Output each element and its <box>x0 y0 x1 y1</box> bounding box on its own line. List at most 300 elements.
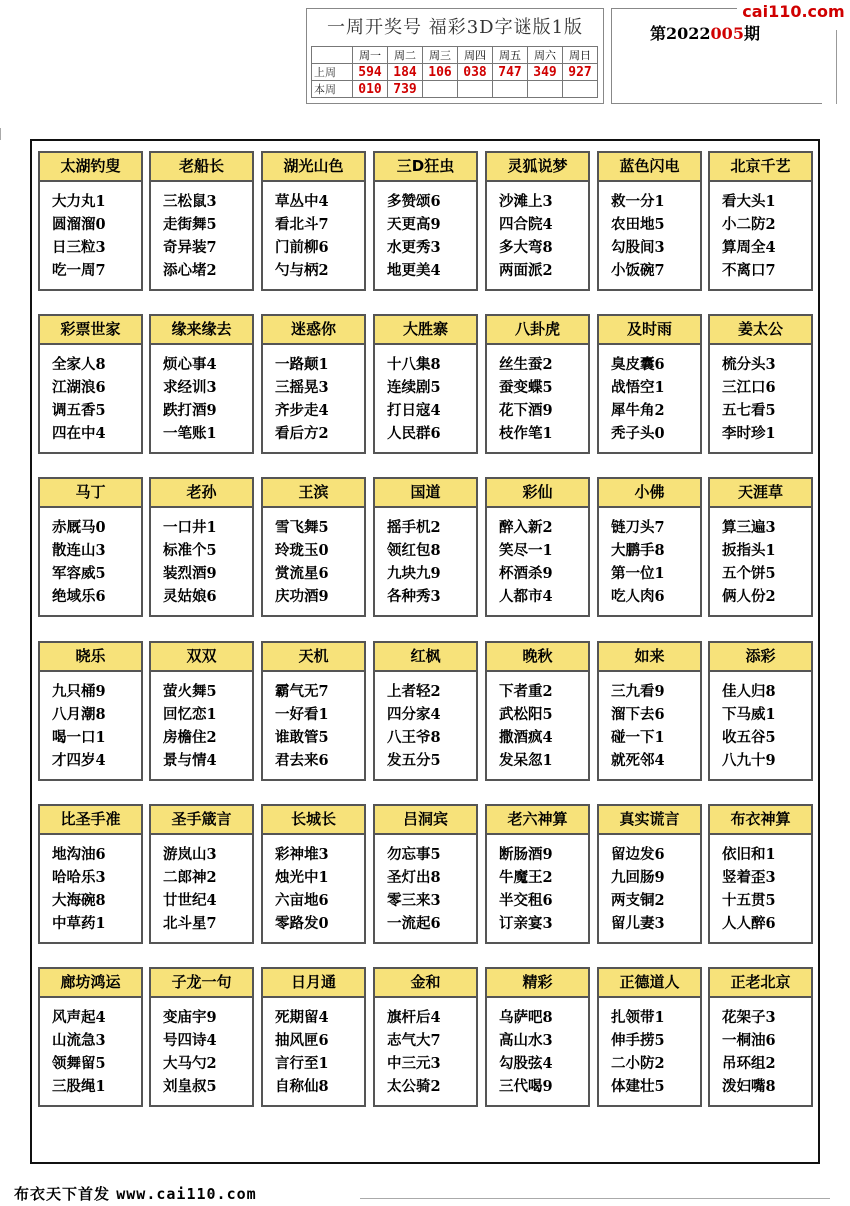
result-number: 010 <box>353 81 388 98</box>
riddle-line: 勺与柄2 <box>275 262 329 279</box>
riddle-card <box>38 151 143 291</box>
card-body <box>151 998 252 1098</box>
riddle-line: 体建壮5 <box>611 1078 665 1095</box>
riddle-line: 谁敢管5 <box>275 729 329 746</box>
riddle-card <box>708 151 813 291</box>
riddle-line: 沙滩上3 <box>499 193 553 210</box>
card-body <box>151 835 252 935</box>
riddle-line: 三代喝9 <box>499 1078 553 1095</box>
riddle-card <box>373 804 478 944</box>
riddle-line: 大鹏手8 <box>611 542 665 559</box>
riddle-line: 彩神堆3 <box>275 846 329 863</box>
result-number: 594 <box>353 64 388 81</box>
riddle-line: 各种秀3 <box>387 588 441 605</box>
card-body <box>487 998 588 1098</box>
riddle-line: 雪飞舞5 <box>275 519 329 536</box>
card-author: 布衣神算 <box>710 806 811 835</box>
day-label: 周六 <box>528 47 563 64</box>
riddle-line: 十八集8 <box>387 356 441 373</box>
card-body <box>710 998 811 1098</box>
riddle-line: 君去来6 <box>275 752 329 769</box>
riddle-line: 八王爷8 <box>387 729 441 746</box>
riddle-line: 泼妇嘴8 <box>722 1078 776 1095</box>
riddle-line: 大力丸1 <box>52 193 106 210</box>
riddle-line: 上者轻2 <box>387 683 441 700</box>
card-author: 圣手箴言 <box>151 806 252 835</box>
riddle-line: 花下酒9 <box>499 402 553 419</box>
card-author: 真实谎言 <box>599 806 700 835</box>
riddle-line: 就死邻4 <box>611 752 665 769</box>
riddle-card <box>485 967 590 1107</box>
riddle-line: 言行至1 <box>275 1055 329 1072</box>
riddle-card <box>149 967 254 1107</box>
card-author: 吕洞宾 <box>375 806 476 835</box>
results-header <box>306 8 604 104</box>
card-body <box>375 508 476 608</box>
card-author: 蓝色闪电 <box>599 153 700 182</box>
riddle-line: 齐步走4 <box>275 402 329 419</box>
riddle-line: 大海碗8 <box>52 892 106 909</box>
riddle-card <box>149 804 254 944</box>
riddle-line: 扎领带1 <box>611 1009 665 1026</box>
card-body <box>710 835 811 935</box>
card-body <box>40 508 141 608</box>
card-body <box>599 345 700 445</box>
this-week-row <box>312 81 598 98</box>
site-logo[interactable]: cai110.com <box>737 0 850 24</box>
riddle-line: 勿忘事5 <box>387 846 441 863</box>
riddle-line: 草丛中4 <box>275 193 329 210</box>
card-author: 晓乐 <box>40 643 141 672</box>
riddle-line: 吃一周7 <box>52 262 106 279</box>
riddle-card <box>597 314 702 454</box>
result-number: 106 <box>423 64 458 81</box>
card-author: 王滨 <box>263 479 364 508</box>
day-label: 周四 <box>458 47 493 64</box>
riddle-line: 不离口7 <box>722 262 776 279</box>
card-body <box>263 345 364 445</box>
card-body <box>375 835 476 935</box>
card-author: 彩仙 <box>487 479 588 508</box>
riddle-line: 看大头1 <box>722 193 776 210</box>
riddle-line: 全家人8 <box>52 356 106 373</box>
riddle-line: 山流急3 <box>52 1032 106 1049</box>
weekly-results-table <box>311 46 598 98</box>
card-author: 北京千艺 <box>710 153 811 182</box>
riddle-card <box>485 641 590 781</box>
riddle-line: 多赞颂6 <box>387 193 441 210</box>
riddle-card <box>373 477 478 617</box>
riddle-line: 杯酒杀9 <box>499 565 553 582</box>
riddle-line: 四在中4 <box>52 425 106 442</box>
card-body <box>710 508 811 608</box>
riddle-line: 玲珑玉0 <box>275 542 329 559</box>
riddle-line: 号四诗4 <box>163 1032 217 1049</box>
riddle-card <box>261 804 366 944</box>
card-author: 老六神算 <box>487 806 588 835</box>
riddle-line: 零三来3 <box>387 892 441 909</box>
card-author: 湖光山色 <box>263 153 364 182</box>
card-author: 迷惑你 <box>263 316 364 345</box>
card-body <box>151 182 252 282</box>
card-body <box>599 508 700 608</box>
card-author: 日月通 <box>263 969 364 998</box>
card-author: 晚秋 <box>487 643 588 672</box>
card-body <box>40 835 141 935</box>
card-body <box>151 508 252 608</box>
header-title: 一周开奖号 福彩3D字谜版1版 <box>326 17 584 38</box>
riddle-line: 梳分头3 <box>722 356 776 373</box>
riddle-line: 回忆恋1 <box>163 706 217 723</box>
card-body <box>375 998 476 1098</box>
riddle-line: 死期留4 <box>275 1009 329 1026</box>
card-body <box>599 835 700 935</box>
riddle-line: 犀牛角2 <box>611 402 665 419</box>
riddle-line: 连续剧5 <box>387 379 441 396</box>
riddle-line: 三江口6 <box>722 379 776 396</box>
card-author: 天涯草 <box>710 479 811 508</box>
result-number: 747 <box>493 64 528 81</box>
card-body <box>487 835 588 935</box>
riddle-card <box>38 967 143 1107</box>
issue-number: 第2022005期 <box>650 24 760 43</box>
card-author: 八卦虎 <box>487 316 588 345</box>
riddle-card <box>373 151 478 291</box>
riddle-line: 臭皮囊6 <box>611 356 665 373</box>
riddle-line: 俩人份2 <box>722 588 776 605</box>
riddle-line: 二郎神2 <box>163 869 217 886</box>
riddle-card <box>708 804 813 944</box>
card-author: 天机 <box>263 643 364 672</box>
riddle-line: 三摇晃3 <box>275 379 329 396</box>
day-label: 周三 <box>423 47 458 64</box>
riddle-line: 五七看5 <box>722 402 776 419</box>
riddle-line: 溜下去6 <box>611 706 665 723</box>
riddle-line: 装烈酒9 <box>163 565 217 582</box>
card-body <box>710 345 811 445</box>
riddle-line: 烛光中1 <box>275 869 329 886</box>
result-number: 927 <box>563 64 598 81</box>
riddle-line: 一好看1 <box>275 706 329 723</box>
riddle-line: 看后方2 <box>275 425 329 442</box>
this-week-label: 本周 <box>312 81 353 98</box>
card-author: 正老北京 <box>710 969 811 998</box>
card-author: 廊坊鸿运 <box>40 969 141 998</box>
divider <box>0 128 1 140</box>
card-author: 比圣手准 <box>40 806 141 835</box>
riddle-line: 发呆忽1 <box>499 752 553 769</box>
riddle-line: 萤火舞5 <box>163 683 217 700</box>
riddle-line: 三松鼠3 <box>163 193 217 210</box>
riddle-line: 标准个5 <box>163 542 217 559</box>
days-row <box>312 47 598 64</box>
riddle-line: 花架子3 <box>722 1009 776 1026</box>
riddle-card <box>373 967 478 1107</box>
riddle-line: 两支铜2 <box>611 892 665 909</box>
riddle-line: 半交租6 <box>499 892 553 909</box>
riddle-line: 调五香5 <box>52 402 106 419</box>
day-label: 周日 <box>563 47 598 64</box>
riddle-line: 军容威5 <box>52 565 106 582</box>
riddle-line: 摇手机2 <box>387 519 441 536</box>
card-author: 马丁 <box>40 479 141 508</box>
riddle-line: 霸气无7 <box>275 683 329 700</box>
riddle-card <box>708 641 813 781</box>
card-body <box>599 182 700 282</box>
riddle-line: 江湖浪6 <box>52 379 106 396</box>
riddle-line: 十五贯5 <box>722 892 776 909</box>
riddle-line: 高山水3 <box>499 1032 553 1049</box>
riddle-card <box>485 314 590 454</box>
riddle-card <box>38 641 143 781</box>
riddle-line: 碰一下1 <box>611 729 665 746</box>
riddle-line: 九只桶9 <box>52 683 106 700</box>
card-body <box>375 672 476 772</box>
result-number <box>528 81 563 98</box>
riddle-line: 房檐住2 <box>163 729 217 746</box>
riddle-line: 撒酒疯4 <box>499 729 553 746</box>
divider <box>836 30 837 104</box>
riddle-card <box>485 477 590 617</box>
riddle-line: 门前柳6 <box>275 239 329 256</box>
card-body <box>710 182 811 282</box>
card-body <box>263 182 364 282</box>
card-body <box>487 182 588 282</box>
riddle-line: 算三遍3 <box>722 519 776 536</box>
riddle-line: 零路发0 <box>275 915 329 932</box>
riddle-line: 地更美4 <box>387 262 441 279</box>
riddle-line: 变庙宇9 <box>163 1009 217 1026</box>
riddle-card <box>38 314 143 454</box>
riddle-line: 哈哈乐3 <box>52 869 106 886</box>
riddle-line: 秃子头0 <box>611 425 665 442</box>
card-body <box>263 508 364 608</box>
riddle-line: 添心堵2 <box>163 262 217 279</box>
riddle-card <box>597 151 702 291</box>
riddle-card <box>597 804 702 944</box>
riddle-line: 景与情4 <box>163 752 217 769</box>
riddle-line: 天更高9 <box>387 216 441 233</box>
footer <box>14 1183 257 1204</box>
card-body <box>263 672 364 772</box>
riddle-line: 链刀头7 <box>611 519 665 536</box>
riddle-line: 乌萨吧8 <box>499 1009 553 1026</box>
card-author: 正德道人 <box>599 969 700 998</box>
riddle-line: 六亩地6 <box>275 892 329 909</box>
card-body <box>151 345 252 445</box>
riddle-line: 风声起4 <box>52 1009 106 1026</box>
riddle-line: 中草药1 <box>52 915 106 932</box>
card-author: 国道 <box>375 479 476 508</box>
riddle-line: 才四岁4 <box>52 752 106 769</box>
card-author: 及时雨 <box>599 316 700 345</box>
footer-url[interactable]: www.cai110.com <box>116 1185 257 1203</box>
riddle-line: 下者重2 <box>499 683 553 700</box>
riddle-line: 八月潮8 <box>52 706 106 723</box>
result-number: 739 <box>388 81 423 98</box>
card-author: 太湖钓叟 <box>40 153 141 182</box>
riddle-line: 发五分5 <box>387 752 441 769</box>
riddle-line: 奇异装7 <box>163 239 217 256</box>
riddle-line: 三九看9 <box>611 683 665 700</box>
riddle-line: 跌打酒9 <box>163 402 217 419</box>
card-author: 姜太公 <box>710 316 811 345</box>
riddle-line: 散连山3 <box>52 542 106 559</box>
riddle-line: 留边发6 <box>611 846 665 863</box>
result-number: 038 <box>458 64 493 81</box>
card-author: 彩票世家 <box>40 316 141 345</box>
riddle-line: 志气大7 <box>387 1032 441 1049</box>
riddle-line: 领红包8 <box>387 542 441 559</box>
riddle-line: 抽风匣6 <box>275 1032 329 1049</box>
card-body <box>710 672 811 772</box>
card-body <box>487 345 588 445</box>
last-week-row <box>312 64 598 81</box>
footer-text: 布衣天下首发 <box>14 1185 111 1203</box>
riddle-line: 二小防2 <box>611 1055 665 1072</box>
card-author: 金和 <box>375 969 476 998</box>
riddle-card <box>708 477 813 617</box>
riddle-line: 扳指头1 <box>722 542 776 559</box>
riddle-line: 赏流星6 <box>275 565 329 582</box>
riddle-line: 醉入新2 <box>499 519 553 536</box>
riddle-line: 人都市4 <box>499 588 553 605</box>
riddle-line: 笑尽一1 <box>499 542 553 559</box>
riddle-line: 庆功酒9 <box>275 588 329 605</box>
last-week-label: 上周 <box>312 64 353 81</box>
riddle-line: 领舞留5 <box>52 1055 106 1072</box>
result-number: 349 <box>528 64 563 81</box>
card-author: 灵狐说梦 <box>487 153 588 182</box>
riddle-line: 旗杆后4 <box>387 1009 441 1026</box>
riddle-line: 小饭碗7 <box>611 262 665 279</box>
riddle-line: 求经训3 <box>163 379 217 396</box>
riddle-line: 一口井1 <box>163 519 217 536</box>
riddle-line: 留儿妻3 <box>611 915 665 932</box>
riddle-card <box>261 314 366 454</box>
riddle-card <box>261 967 366 1107</box>
card-body <box>599 998 700 1098</box>
riddle-card <box>708 314 813 454</box>
riddle-line: 牛魔王2 <box>499 869 553 886</box>
riddle-line: 一笔账1 <box>163 425 217 442</box>
riddle-line: 人人醉6 <box>722 915 776 932</box>
card-body <box>599 672 700 772</box>
riddle-line: 勾股弦4 <box>499 1055 553 1072</box>
riddle-line: 地沟油6 <box>52 846 106 863</box>
riddle-card <box>149 151 254 291</box>
riddle-line: 中三元3 <box>387 1055 441 1072</box>
riddle-line: 打日寇4 <box>387 402 441 419</box>
riddle-line: 一桐油6 <box>722 1032 776 1049</box>
riddle-card <box>597 967 702 1107</box>
riddle-card <box>261 151 366 291</box>
card-body <box>40 182 141 282</box>
riddle-card <box>708 967 813 1107</box>
riddle-line: 绝域乐6 <box>52 588 106 605</box>
card-body <box>263 998 364 1098</box>
card-body <box>375 182 476 282</box>
riddle-card <box>149 641 254 781</box>
card-body <box>151 672 252 772</box>
card-body <box>487 508 588 608</box>
riddle-line: 吃人肉6 <box>611 588 665 605</box>
riddle-line: 收五谷5 <box>722 729 776 746</box>
card-author: 子龙一句 <box>151 969 252 998</box>
card-author: 双双 <box>151 643 252 672</box>
card-author: 小佛 <box>599 479 700 508</box>
riddle-line: 算周全4 <box>722 239 776 256</box>
riddle-card <box>485 804 590 944</box>
riddle-line: 武松阳5 <box>499 706 553 723</box>
card-body <box>40 672 141 772</box>
riddle-line: 枝作笔1 <box>499 425 553 442</box>
riddle-card <box>149 477 254 617</box>
riddle-line: 救一分1 <box>611 193 665 210</box>
riddle-line: 八九十9 <box>722 752 776 769</box>
riddle-line: 蚕变蝶5 <box>499 379 553 396</box>
riddle-line: 断肠酒9 <box>499 846 553 863</box>
result-number <box>423 81 458 98</box>
card-body <box>487 672 588 772</box>
card-author: 老孙 <box>151 479 252 508</box>
riddle-line: 三股绳1 <box>52 1078 106 1095</box>
riddle-line: 佳人归8 <box>722 683 776 700</box>
riddle-line: 水更秀3 <box>387 239 441 256</box>
riddle-card <box>38 477 143 617</box>
riddle-line: 下马威1 <box>722 706 776 723</box>
card-author: 长城长 <box>263 806 364 835</box>
riddle-line: 四分家4 <box>387 706 441 723</box>
riddle-line: 勾股间3 <box>611 239 665 256</box>
riddle-line: 游岚山3 <box>163 846 217 863</box>
riddle-line: 四合院4 <box>499 216 553 233</box>
card-body <box>40 998 141 1098</box>
riddle-line: 喝一口1 <box>52 729 106 746</box>
riddle-line: 日三粒3 <box>52 239 106 256</box>
riddle-line: 太公骑2 <box>387 1078 441 1095</box>
riddle-line: 第一位1 <box>611 565 665 582</box>
riddle-card <box>38 804 143 944</box>
card-body <box>375 345 476 445</box>
riddle-line: 人民群6 <box>387 425 441 442</box>
riddle-line: 伸手捞5 <box>611 1032 665 1049</box>
riddle-line: 廿世纪4 <box>163 892 217 909</box>
day-label: 周一 <box>353 47 388 64</box>
riddle-line: 农田地5 <box>611 216 665 233</box>
riddle-line: 小二防2 <box>722 216 776 233</box>
riddle-card <box>597 641 702 781</box>
riddle-line: 一流起6 <box>387 915 441 932</box>
riddle-line: 依旧和1 <box>722 846 776 863</box>
result-number <box>493 81 528 98</box>
riddle-line: 战悟空1 <box>611 379 665 396</box>
day-label: 周五 <box>493 47 528 64</box>
card-author: 三D狂虫 <box>375 153 476 182</box>
riddle-line: 北斗星7 <box>163 915 217 932</box>
card-author: 红枫 <box>375 643 476 672</box>
riddle-card <box>373 641 478 781</box>
riddle-line: 刘皇叔5 <box>163 1078 217 1095</box>
riddle-line: 烦心事4 <box>163 356 217 373</box>
result-number <box>458 81 493 98</box>
riddle-card <box>373 314 478 454</box>
riddle-card <box>149 314 254 454</box>
riddle-line: 走街舞5 <box>163 216 217 233</box>
riddle-line: 李时珍1 <box>722 425 776 442</box>
card-body <box>40 345 141 445</box>
divider <box>360 1198 830 1199</box>
